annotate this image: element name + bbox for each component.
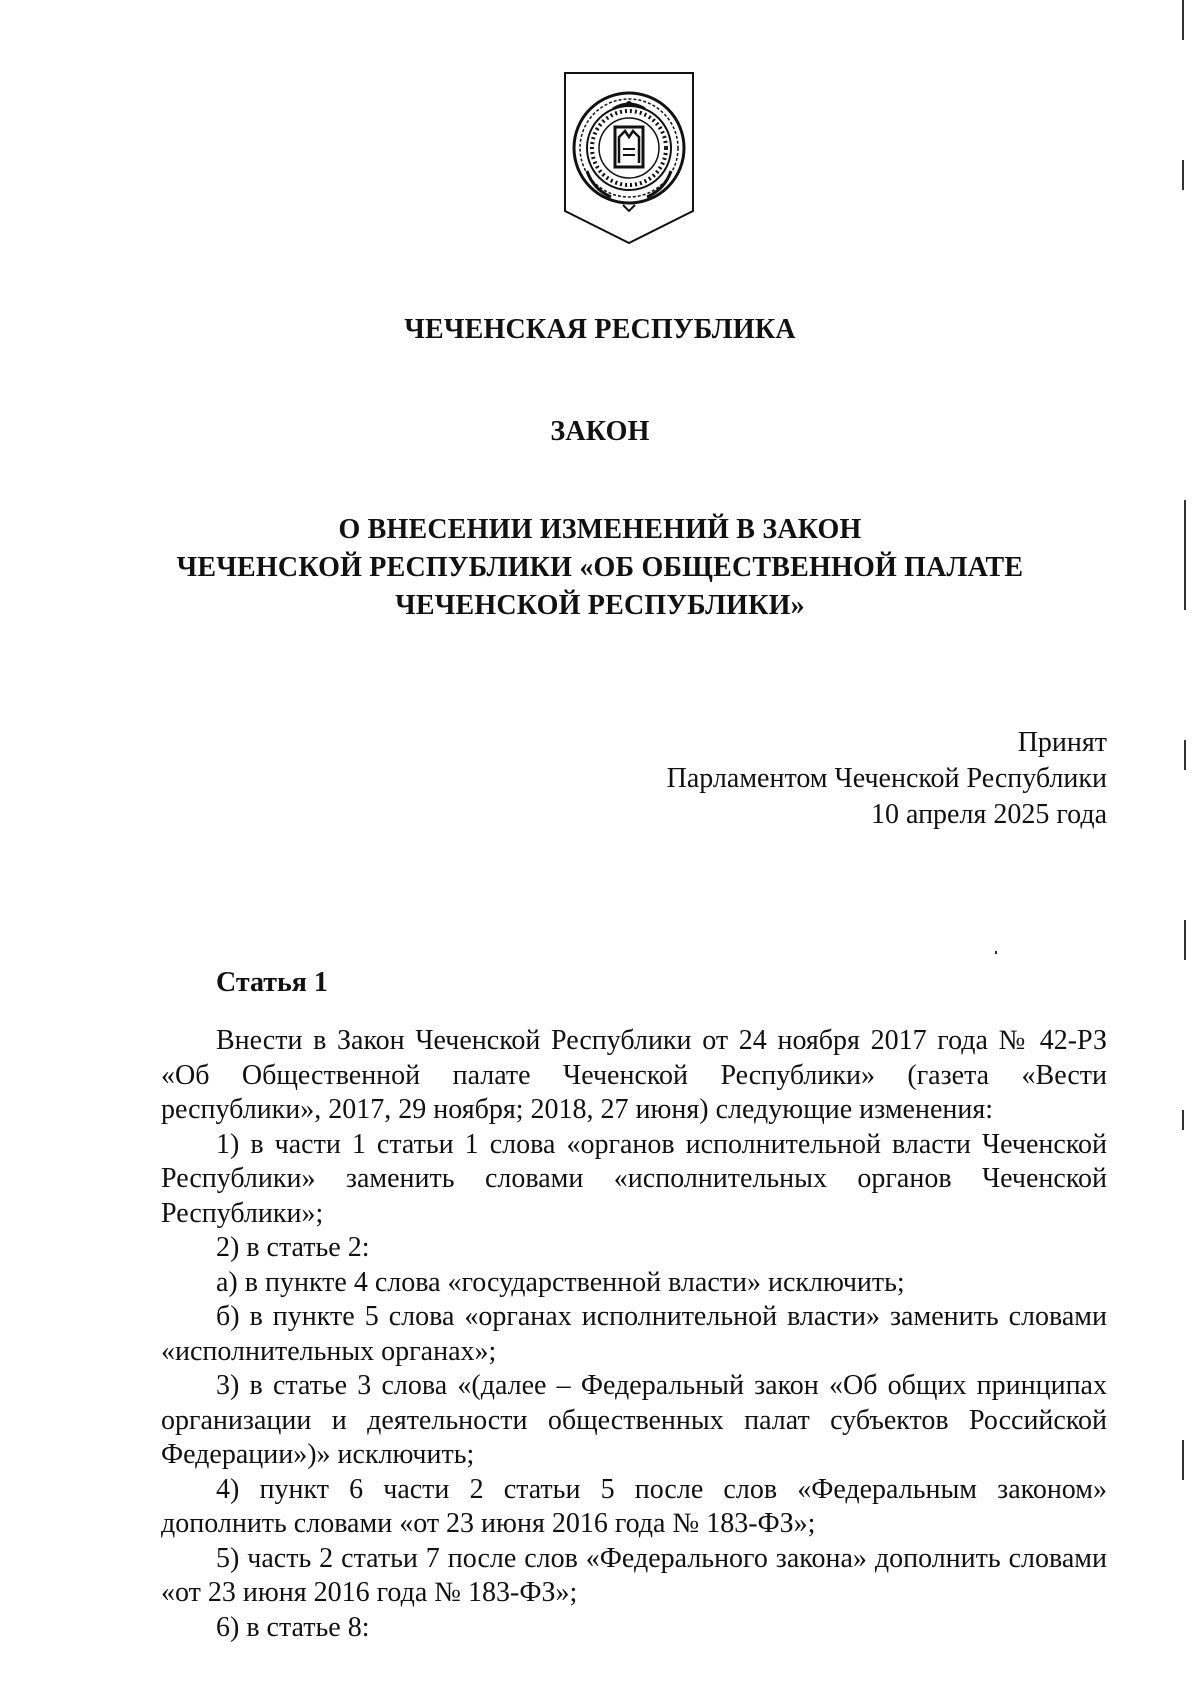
- document-type-heading: ЗАКОН: [550, 416, 650, 447]
- article-paragraph: Внести в Закон Чеченской Республики от 24 ноября 2017 года № 42-РЗ «Об Общественной палате Чеченской Республики» (газета «Вести республики», 2017, 29 ноября; 2018, 27 июня) следующие изменения:: [161, 1025, 1107, 1125]
- article-paragraph: 4) пункт 6 части 2 статьи 5 после слов «Федеральным законом» дополнить словами «от 23 июня 2016 года № 183-ФЗ»;: [161, 1473, 1107, 1539]
- coat-of-arms-icon: [563, 71, 695, 245]
- article-paragraph: а) в пункте 4 слова «государственной власти» исключить;: [216, 1266, 905, 1298]
- article-paragraph: 5) часть 2 статьи 7 после слов «Федерального закона» дополнить словами «от 23 июня 2016 года № 183-ФЗ»;: [161, 1542, 1107, 1608]
- law-title: [0, 511, 1200, 625]
- republic-heading: ЧЕЧЕНСКАЯ РЕСПУБЛИКА: [404, 314, 796, 345]
- article-paragraph: б) в пункте 5 слова «органах исполнительной власти» заменить словами «исполнительных органах»;: [161, 1301, 1107, 1367]
- scan-edge-mark: [1184, 500, 1186, 610]
- law-title-line: ЧЕЧЕНСКОЙ РЕСПУБЛИКИ «ОБ ОБЩЕСТВЕННОЙ ПАЛАТЕ: [176, 552, 1024, 583]
- scan-edge-mark: [1182, 0, 1184, 40]
- scan-edge-mark: [1184, 920, 1186, 960]
- adoption-block: [667, 725, 1107, 833]
- scan-edge-mark: [1182, 1440, 1184, 1480]
- adoption-line: Принят: [1017, 727, 1107, 758]
- scan-edge-mark: [1182, 160, 1184, 190]
- article-title: Статья 1: [216, 967, 328, 998]
- scan-edge-mark: [1182, 1110, 1184, 1130]
- article-paragraph: 3) в статье 3 слова «(далее – Федеральный закон «Об общих принципах организации и деятельности общественных палат субъектов Российской Федерации»)» исключить;: [161, 1370, 1107, 1470]
- article-paragraph: 2) в статье 2:: [216, 1232, 370, 1263]
- scan-edge-mark: [1184, 740, 1186, 770]
- law-title-line: О ВНЕСЕНИИ ИЗМЕНЕНИЙ В ЗАКОН: [338, 514, 862, 545]
- law-title-line: ЧЕЧЕНСКОЙ РЕСПУБЛИКИ»: [395, 590, 805, 621]
- article-paragraph: 6) в статье 8:: [216, 1611, 370, 1643]
- article-body: [161, 1024, 1107, 1645]
- scan-speck: [995, 951, 997, 954]
- article-paragraph: 1) в части 1 статьи 1 слова «органов исполнительной власти Чеченской Республики» заменить словами «исполнительных органов Чеченской Республики»;: [161, 1128, 1107, 1229]
- adoption-line: Парламентом Чеченской Республики: [666, 763, 1107, 794]
- adoption-date: 10 апреля 2025 года: [871, 799, 1107, 830]
